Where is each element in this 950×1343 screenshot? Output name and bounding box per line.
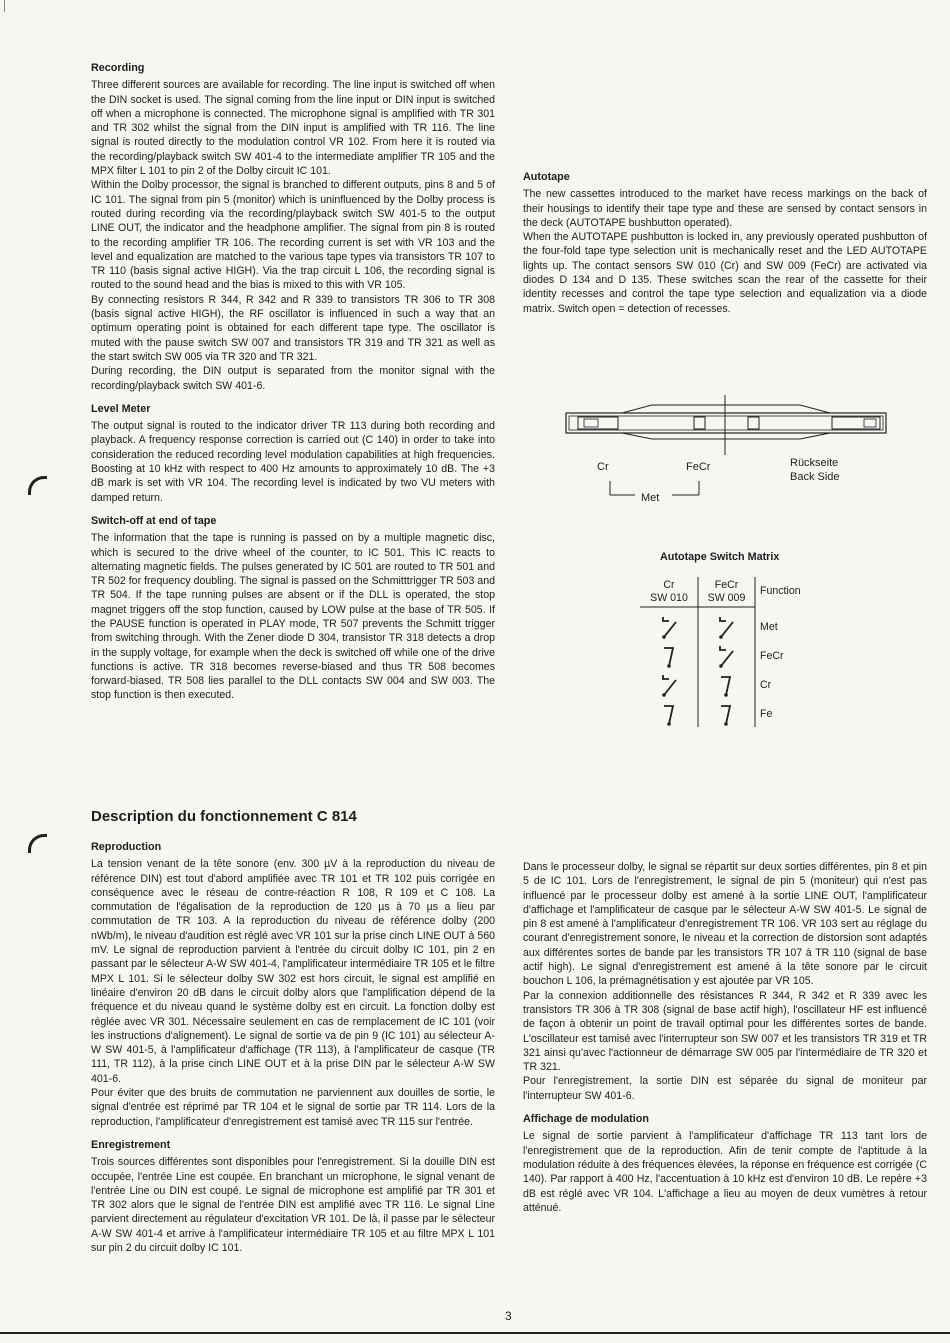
recording-heading: Recording (91, 62, 145, 74)
bottom-rule (0, 1332, 950, 1334)
matrix-function-fe: Fe (760, 708, 773, 720)
autotape-paragraph: When the AUTOTAPE pushbutton is locked in, any previously operated pushbutton of the four-fold tape type selection unit is mechanically reset and the LED AUTOTAPE lights up. The contact sensors SW 010 (Cr) and SW 009 (FeCr) are activated via diodes D 134 and D 135. These switches scan the rear of the cassette for their identity recesses and control the tape type selection and equalization via a diode matrix. Switch open = detection of recesses. (523, 231, 927, 315)
enregistrement-paragraph: Trois sources différentes sont disponibles pour l'enregistrement. Si la douille DIN est occupée, l'entrée Line est coupée. En branchant un microphone, le signal venant de l'entrée Line ou DIN est coupé. Le signal de microphone est amplifié par TR 301 et TR 302 alors que le signal de l'entrée DIN est amplifié avec TR 116. Le signal Line parvient directement au régulateur d'excitation VR 101. De là, il passe par le sélecteur A-W SW 401-4 et arrive à l'amplificateur intermédiaire TR 105 et au filtre MPX L 101 sur pin 2 du circuit dolby IC 101. (91, 1156, 495, 1255)
reproduction-heading: Reproduction (91, 841, 162, 853)
cassette-bottom-bevel-left (622, 433, 652, 439)
affichage-paragraph: Le signal de sortie parvient à l'amplificateur d'affichage TR 113 tant lors de l'enregistrement que de la reproduction. Afin de tenir compte de l'aptitude à la modulation réduite à des fréquences élevées, la réponse en fréquence est corrigée (C 140). Par rapport à 400 Hz, l'accentuation à 10 kHz est d'environ 10 dB. Le repère +3 dB est réglé avec VR 104. L'affichage a lieu au moyen de deux vumètres à retour atténué. (523, 1130, 927, 1214)
cassette-bottom-bevel-right (800, 433, 830, 439)
matrix-function-fecr: FeCr (760, 650, 784, 662)
switch-symbol-open (662, 675, 676, 697)
autotape-switch-matrix (640, 577, 820, 737)
diagram-label-met: Met (641, 492, 660, 504)
enregistrement-paragraph: Dans le processeur dolby, le signal se répartit sur deux sorties différentes, pin 8 et pin 5 de IC 101. Lors de l'enregistrement, le signal de pin 5 (moniteur) qui n'est pas influencé par le processeur dolby est amené à la sortie LINE OUT, l'amplificateur d'affichage et l'amplificateur de casque par le sélecteur A-W SW 401-5. Le signal de pin 8 est amené à l'amplificateur d'enregistrement TR 106. VR 103 sert au réglage du courant d'enregistrement sonore, le niveau et la correction de distorsion sont adaptés aux différentes sortes de bande par les transistors TR 107 à TR 110 (signal de base actif high). Le signal d'enregistrement est amené à la tête sonore par le circuit bouchon L 106, la prémagnétisation y est ajoutée par VR 105. (523, 861, 927, 988)
switch-off-section (91, 514, 495, 703)
english-column-right (523, 80, 927, 325)
switch-off-heading: Switch-off at end of tape (91, 514, 217, 527)
cassette-diagram-svg (560, 395, 900, 515)
corner-tick (4, 0, 5, 12)
right-recess-inner (864, 419, 876, 427)
recording-paragraph: Three different sources are available for recording. The line input is switched off when the DIN socket is used. The signal coming from the line input or DIN input is switched off when a microphone is connected. The microphone signal is amplified with TR 301 and TR 302 whilst the signal from the DIN input is amplified with TR 116. The line signal is routed directly to the modulation control VR 102. From here it is routed via the recording/playback switch SW 401-4 to the intermediate amplifier TR 105 and the MPX filter L 101 to pin 2 of the Dolby circuit IC 101. (91, 79, 495, 178)
reproduction-paragraph: La tension venant de la tête sonore (env. 300 µV à la reproduction du niveau de référence DIN) est tout d'abord amplifiée avec TR 101 et TR 102 puis corrigée en conséquence avec le réseau de contre-réaction R 108, R 109 et C 108. La commutation de l'égalisation de la reproduction de 120 µs à 70 µs a lieu par commutation de TR 103. A la reproduction du niveau de référence dolby (200 nWb/m), le niveau d'audition est réglé avec VR 101 sur la prise cinch LINE OUT à 560 mV. Le signal de reproduction parvient à l'entrée du circuit dolby IC 101, pin 2 en passant par le sélecteur A-W SW 401-4, l'amplificateur intermédiaire TR 105 et le filtre MPX L 101. Si le sélecteur dolby SW 302 est hors circuit, le signal est amplifié en linéaire d'environ 20 dB dans le circuit dolby alors que l'amplification dépend de la fréquence et du niveau quand le système dolby est en circuit. La fonction dolby est réglée avec VR 301. Nécessaire seulement en cas de remplacement de IC 101 (voir les instructions d'alignement). Le signal de sortie va de pin 9 (IC 101) au sélecteur A-W SW 401-5, à l'amplificateur d'affichage (TR 113), à l'amplificateur de casque (TR 111, TR 112), à la prise cinch LINE OUT et à la prise DIN par le sélecteur A-W SW 401-6. (91, 858, 496, 1085)
back-recess (748, 417, 759, 429)
fecr-recess (694, 417, 705, 429)
matrix-header-cr (640, 579, 698, 605)
matrix-header-fecr-bottom: SW 009 (707, 592, 746, 604)
switch-symbol-open (719, 646, 733, 668)
switch-symbol-closed (664, 706, 673, 726)
reproduction-section (91, 840, 495, 1129)
cassette-inner-outline (569, 416, 883, 430)
autotape-paragraph: The new cassettes introduced to the market have recess markings on the back of their housings to identify their tape type and these are sensed by contact sensors in the deck (AUTOTAPE bushbutton operated). (523, 188, 927, 229)
enregistrement-paragraph: Par la connexion additionnelle des résistances R 344, R 342 et R 339 avec les transistors TR 306 à TR 308 (signal de base actif high), l'oscillateur HF est influencé de façon à obtenir un point de travail optimal pour les différentes sortes de bande. L'oscillateur est tamisé avec l'interrupteur son SW 007 et les transistors TR 319 et TR 321 ainsi qu'avec l'actionneur de démarrage SW 005 par l'intermédiaire de TR 320 et TR 321. (523, 989, 927, 1074)
diagram-label-back-side: Back Side (790, 471, 840, 483)
switch-symbol-closed (721, 677, 730, 697)
level-meter-heading: Level Meter (91, 402, 151, 415)
matrix-header-cr-top: Cr (663, 579, 675, 591)
french-section-title: Description du fonctionnement C 814 (91, 808, 357, 825)
enregistrement-heading: Enregistrement (91, 1138, 171, 1151)
autotape-section (523, 170, 927, 316)
level-meter-section (91, 402, 495, 505)
cr-recess-inner (584, 419, 598, 427)
switch-symbol-open (662, 617, 676, 639)
matrix-header-function: Function (760, 585, 801, 597)
enregistrement-continued (523, 860, 927, 1103)
affichage-section (523, 1112, 927, 1215)
page-number: 3 (505, 1309, 512, 1323)
matrix-title: Autotape Switch Matrix (660, 551, 780, 563)
english-column-left (91, 61, 495, 712)
recording-paragraph: Within the Dolby processor, the signal is branched to different outputs, pins 8 and 5 of IC 101. The signal from pin 5 (monitor) which is uninfluenced by the Dolby process is routed during recording via the recording/playback switch SW 401-5 to the output LINE OUT, the indicator and the headphone amplifier. The signal from pin 8 is routed to the recording amplifier TR 106. The recording current is set with VR 103 and the level and equalization are matched to the various tape types via transistors TR 107 to TR 110 (basis signal active HIGH). Via the trap circuit L 106, the recording signal is routed to the sound head and the bias is mixed to this with VR 105. (91, 179, 495, 292)
reproduction-paragraph: Pour éviter que des bruits de commutation ne parviennent aux douilles de sortie, le signal d'entrée est réprimé par TR 104 et le signal de sortie par TR 114. Lors de la reproduction, l'amplificateur d'enregistrement est tamisé avec TR 115 sur l'entrée. (91, 1087, 495, 1128)
affichage-heading: Affichage de modulation (523, 1113, 649, 1126)
level-meter-paragraph: The output signal is routed to the indicator driver TR 113 during both recording and playback. A frequency response correction is carried out (C 140) in order to take into consideration the reduced recording level modulation capabilities at high frequencies. Boosting at 10 kHz with respect to 400 Hz amounts to approximately 10 dB. The +3 dB mark is set with VR 104. The recording level is indicated by two VU meters with damped return. (91, 420, 495, 504)
switch-symbol-open (719, 617, 733, 639)
diagram-label-fecr: FeCr (686, 461, 711, 473)
cassette-top-bevel-right (800, 405, 830, 413)
matrix-header-cr-bottom: SW 010 (650, 592, 688, 604)
matrix-header-fecr (698, 579, 755, 605)
french-column-left (91, 840, 495, 1264)
switch-off-paragraph: The information that the tape is running is passed on by a multiple magnetic disc, which is secured to the drive wheel of the counter, to IC 501. This IC reacts to alternating magnetic fields. The pulses generated by IC 501 are routed to TR 501 and TR 502 for frequency doubling. The signal is passed on the Schmitttrigger TR 503 and TR 504. If the tape running pulses are absent or if the DLL is operated, the stop magnet triggers off the stop function, caused by LOW pulse at the base of TR 505. If the PAUSE function is operated in PLAY mode, TR 507 prevents the Schmitt trigger from switching through. With the Zener diode D 304, transistor TR 318 detects a drop in the supply voltage, for example when the deck is switched off while one of the drive functions is active. TR 318 becomes reverse-biased and thus TR 508 becomes forward-biased. TR 508 lies parallel to the DLL contacts SW 004 and SW 003. The stop function is then executed. (91, 532, 495, 702)
margin-mark-bottom (28, 834, 47, 853)
matrix-header-fecr-top: FeCr (714, 579, 739, 591)
cassette-back-diagram (560, 395, 900, 520)
recording-paragraph: By connecting resistors R 344, R 342 and R 339 to transistors TR 306 to TR 308 (basis signal active HIGH), the RF oscillator is influenced in such a way that an optimum operating point is obtained for each different tape type. The oscillator is muted with the pause switch SW 007 and transistors TR 319 and TR 321 as well as the start switch SW 005 via TR 320 and TR 321. (91, 293, 495, 363)
switch-symbol-closed (721, 706, 730, 726)
enregistrement-section (91, 1138, 495, 1255)
enregistrement-paragraph: Pour l'enregistrement, la sortie DIN est séparée du signal de moniteur par l'interrupteur SW 401-6. (523, 1075, 927, 1102)
cassette-top-bevel-left (622, 405, 652, 413)
margin-mark-top (28, 476, 47, 495)
recording-section (91, 61, 495, 393)
autotape-heading: Autotape (523, 171, 570, 183)
matrix-function-met: Met (760, 621, 778, 633)
recording-paragraph: During recording, the DIN output is separated from the monitor signal with the recording/playback switch SW 401-6. (91, 365, 495, 392)
matrix-function-cr: Cr (760, 679, 772, 691)
diagram-label-cr: Cr (597, 461, 609, 473)
switch-symbol-closed (664, 648, 673, 668)
diagram-label-rueckseite: Rückseite (790, 457, 839, 469)
french-column-right (523, 860, 927, 1224)
